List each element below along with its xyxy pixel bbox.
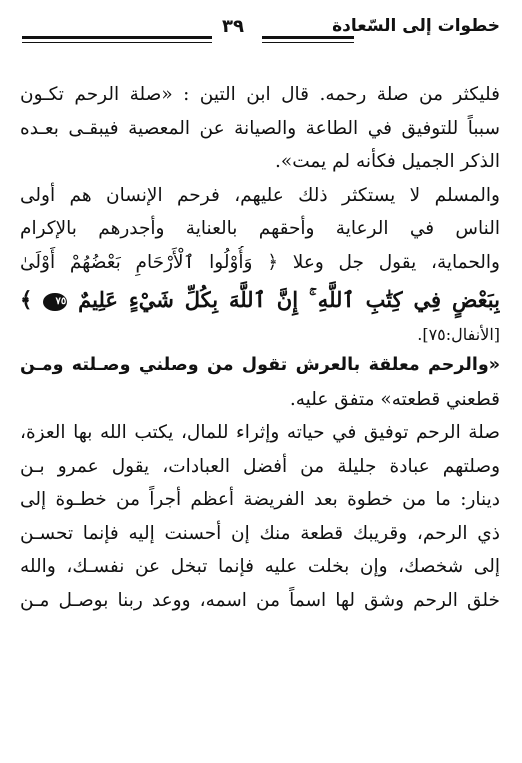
- text-line: [20, 179, 500, 213]
- text-line: [20, 78, 500, 112]
- text-line: [20, 112, 500, 146]
- header-rule-left-thin: [22, 42, 212, 43]
- line-text: الذكر الجميل فكأنه لم يمت».: [275, 151, 500, 172]
- line-text: الناس في الرعاية وأحقهم بالعناية وأجدرهم بالإكرام: [20, 218, 500, 239]
- line-text: «والرحم معلقة بالعرش تقول من وصلني وصـلته ومـن: [20, 355, 500, 375]
- line-text: والحماية، يقول جل وعلا ﴿ وَأُوْلُوا ٱلْأَرْحَامِ بَعْضُهُمْ أَوْلَىٰ: [20, 251, 500, 273]
- text-line: [20, 483, 500, 517]
- text-line: [20, 517, 500, 551]
- quran-verse-line: [20, 279, 500, 321]
- text-line: [20, 383, 500, 417]
- line-text: وصلتهم عبادة جليلة من أفضل العبادات، يقول عمرو بـن: [20, 455, 500, 477]
- text-line: [20, 212, 500, 246]
- header-rule-left: [22, 36, 212, 39]
- text-line: [20, 550, 500, 584]
- text-line: [20, 450, 500, 484]
- line-text: صلة الرحم توفيق في حياته وإثراء للمال، يكتب الله بها العزة،: [20, 422, 500, 443]
- header-rule-mid: [262, 36, 354, 39]
- header-rule-mid-thin: [262, 42, 354, 43]
- line-text: ذي الرحم، وقريبك قطعة منك إن أحسنت إليه فإنما تحسـن: [20, 522, 500, 544]
- text-line: [20, 349, 500, 383]
- running-title: خطوات إلى السّعادة: [332, 16, 500, 36]
- line-text: بِبَعْضٍ فِي كِتَٰبِ ٱللَّهِ ۚ إِنَّ ٱللَّهَ بِكُلِّ شَيْءٍ عَلِيمٌ: [67, 287, 500, 312]
- line-text: دينار: ما من خطوة بعد الفريضة أعظم أجراً من خطـوة إلى: [20, 489, 500, 510]
- line-text: فليكثر من صلة رحمه. قال ابن التين : «صلة الرحم تكـون: [20, 84, 500, 105]
- line-text: والمسلم لا يستكثر ذلك عليهم، فرحم الإنسان هم أولى: [20, 184, 500, 206]
- page-number: ٣٩: [222, 16, 244, 37]
- line-text: سبباً للتوفيق في الطاعة والصيانة عن المعصية فيبقـى بعـده: [20, 117, 500, 139]
- ayah-number-marker: ٧٥: [43, 293, 67, 311]
- text-line: [20, 584, 500, 618]
- text-line: [20, 246, 500, 280]
- body-text: [20, 78, 500, 617]
- line-text: خلق الرحم وشق لها اسماً من اسمه، ووعد ربنا بوصـل مـن: [20, 589, 500, 611]
- page-header: [22, 14, 500, 44]
- line-text: إلى شخصك، وإن بخلت عليه فإنما تبخل عن نفسـك، والله: [20, 556, 500, 577]
- text-line: [20, 145, 500, 179]
- line-text: [الأنفال:٧٥].: [417, 325, 500, 344]
- verse-reference: [20, 321, 500, 349]
- line-text: قطعني قطعته» متفق عليه.: [289, 388, 500, 410]
- text-line: [20, 416, 500, 450]
- verse-closing-bracket: ﴾: [20, 287, 44, 312]
